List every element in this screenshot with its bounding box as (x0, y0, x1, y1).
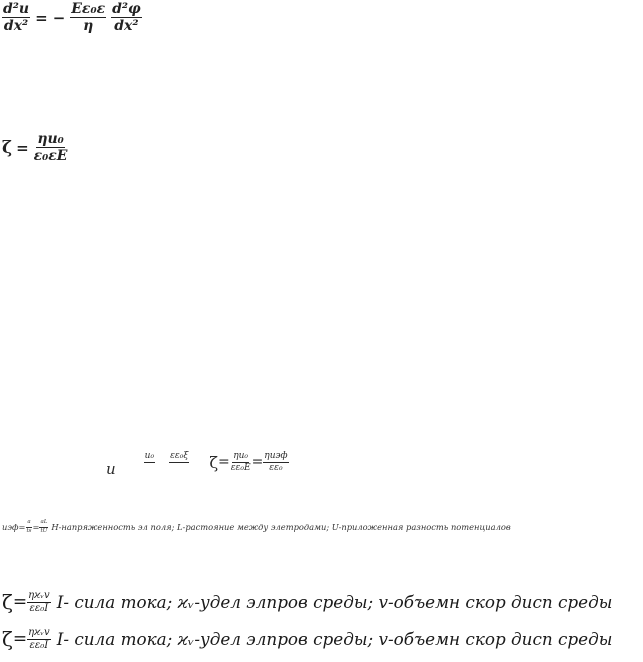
eq1-mid-denominator: η (83, 18, 94, 34)
eq2-denominator: ε₀εE (33, 148, 68, 164)
line5-fraction (27, 628, 51, 651)
equation-3 (106, 446, 289, 478)
line5-equals: = (12, 629, 28, 649)
defline-frac-b (39, 520, 48, 534)
line4-zeta: ζ (2, 590, 13, 614)
defline-frac-b-denominator: tU (40, 527, 48, 534)
eq3-equals-2: = (251, 454, 264, 470)
eq1-minus: − (52, 8, 66, 27)
eq1-equals: = (35, 8, 48, 27)
eq1-rhs-numerator: d²φ (112, 1, 141, 17)
line4-denominator: εε₀I (29, 602, 49, 614)
eq3-equals-1: = (217, 454, 230, 470)
line4-equals: = (12, 592, 28, 612)
equation-2 (2, 132, 68, 163)
eq2-equals: = (16, 138, 29, 157)
defline-frac-a-numerator: a (26, 520, 31, 528)
eq1-rhs-fraction (111, 2, 142, 33)
eq2-numerator: ηu₀ (37, 131, 64, 147)
line4-numerator: ηϰᵥv (28, 589, 50, 601)
eq3-frac2-numerator: εε₀ξ (170, 451, 189, 461)
line5-denominator: εε₀I (29, 639, 49, 651)
eq3-frac1-numerator: u₀ (144, 451, 155, 461)
line5-zeta: ζ (2, 627, 13, 651)
eq3-frac3-denominator: εε₀E (230, 462, 251, 473)
line5-description: I- сила тока; ϰᵥ-удел элпров среды; v-объемн скор дисп среды (56, 629, 613, 649)
equation-1 (2, 2, 142, 33)
defline-frac-a (25, 520, 32, 534)
eq1-rhs-denominator: dx² (114, 18, 139, 34)
eq1-lhs-denominator: dx² (3, 18, 29, 34)
eq3-frac1-denominator (148, 463, 150, 472)
line4-fraction (27, 591, 51, 614)
eq1-mid-fraction (70, 2, 106, 33)
defline-text: Н-напряженность эл поля; L-растояние между элетродами; U-приложенная разность потенциалов (51, 522, 511, 532)
defline-frac-b-numerator: aL (39, 520, 48, 528)
eq3-frac3 (230, 452, 252, 473)
eq3-frac4 (263, 452, 288, 473)
line4-description: I- сила тока; ϰᵥ-удел элпров среды; v-объемн скор дисп среды (56, 592, 613, 612)
eq3-u: u (106, 460, 116, 478)
defline-prefix: uэф= (2, 522, 26, 532)
eq2-fraction (33, 132, 69, 163)
eq3-frac2 (169, 452, 189, 472)
eq1-mid-numerator: Eε₀ε (71, 1, 106, 17)
eq3-frac4-denominator: εε₀ (269, 462, 283, 473)
zeta-formula-line-1 (2, 590, 612, 614)
defline-mid-equals: = (32, 522, 40, 532)
defline-frac-a-denominator: ts (26, 527, 32, 534)
zeta-formula-line-2 (2, 627, 612, 651)
eq3-frac2-denominator (178, 463, 180, 472)
eq1-lhs-fraction (2, 2, 30, 33)
eq2-zeta: ζ (2, 137, 13, 158)
eq3-frac4-numerator: ηuэф (264, 450, 288, 461)
eq3-zeta: ζ (209, 452, 218, 472)
eq3-frac3-numerator: ηu₀ (233, 450, 249, 461)
definition-line (2, 520, 511, 534)
eq3-frac1 (144, 452, 155, 472)
eq1-lhs-numerator: d²u (3, 1, 30, 17)
line5-numerator: ηϰᵥv (28, 626, 50, 638)
